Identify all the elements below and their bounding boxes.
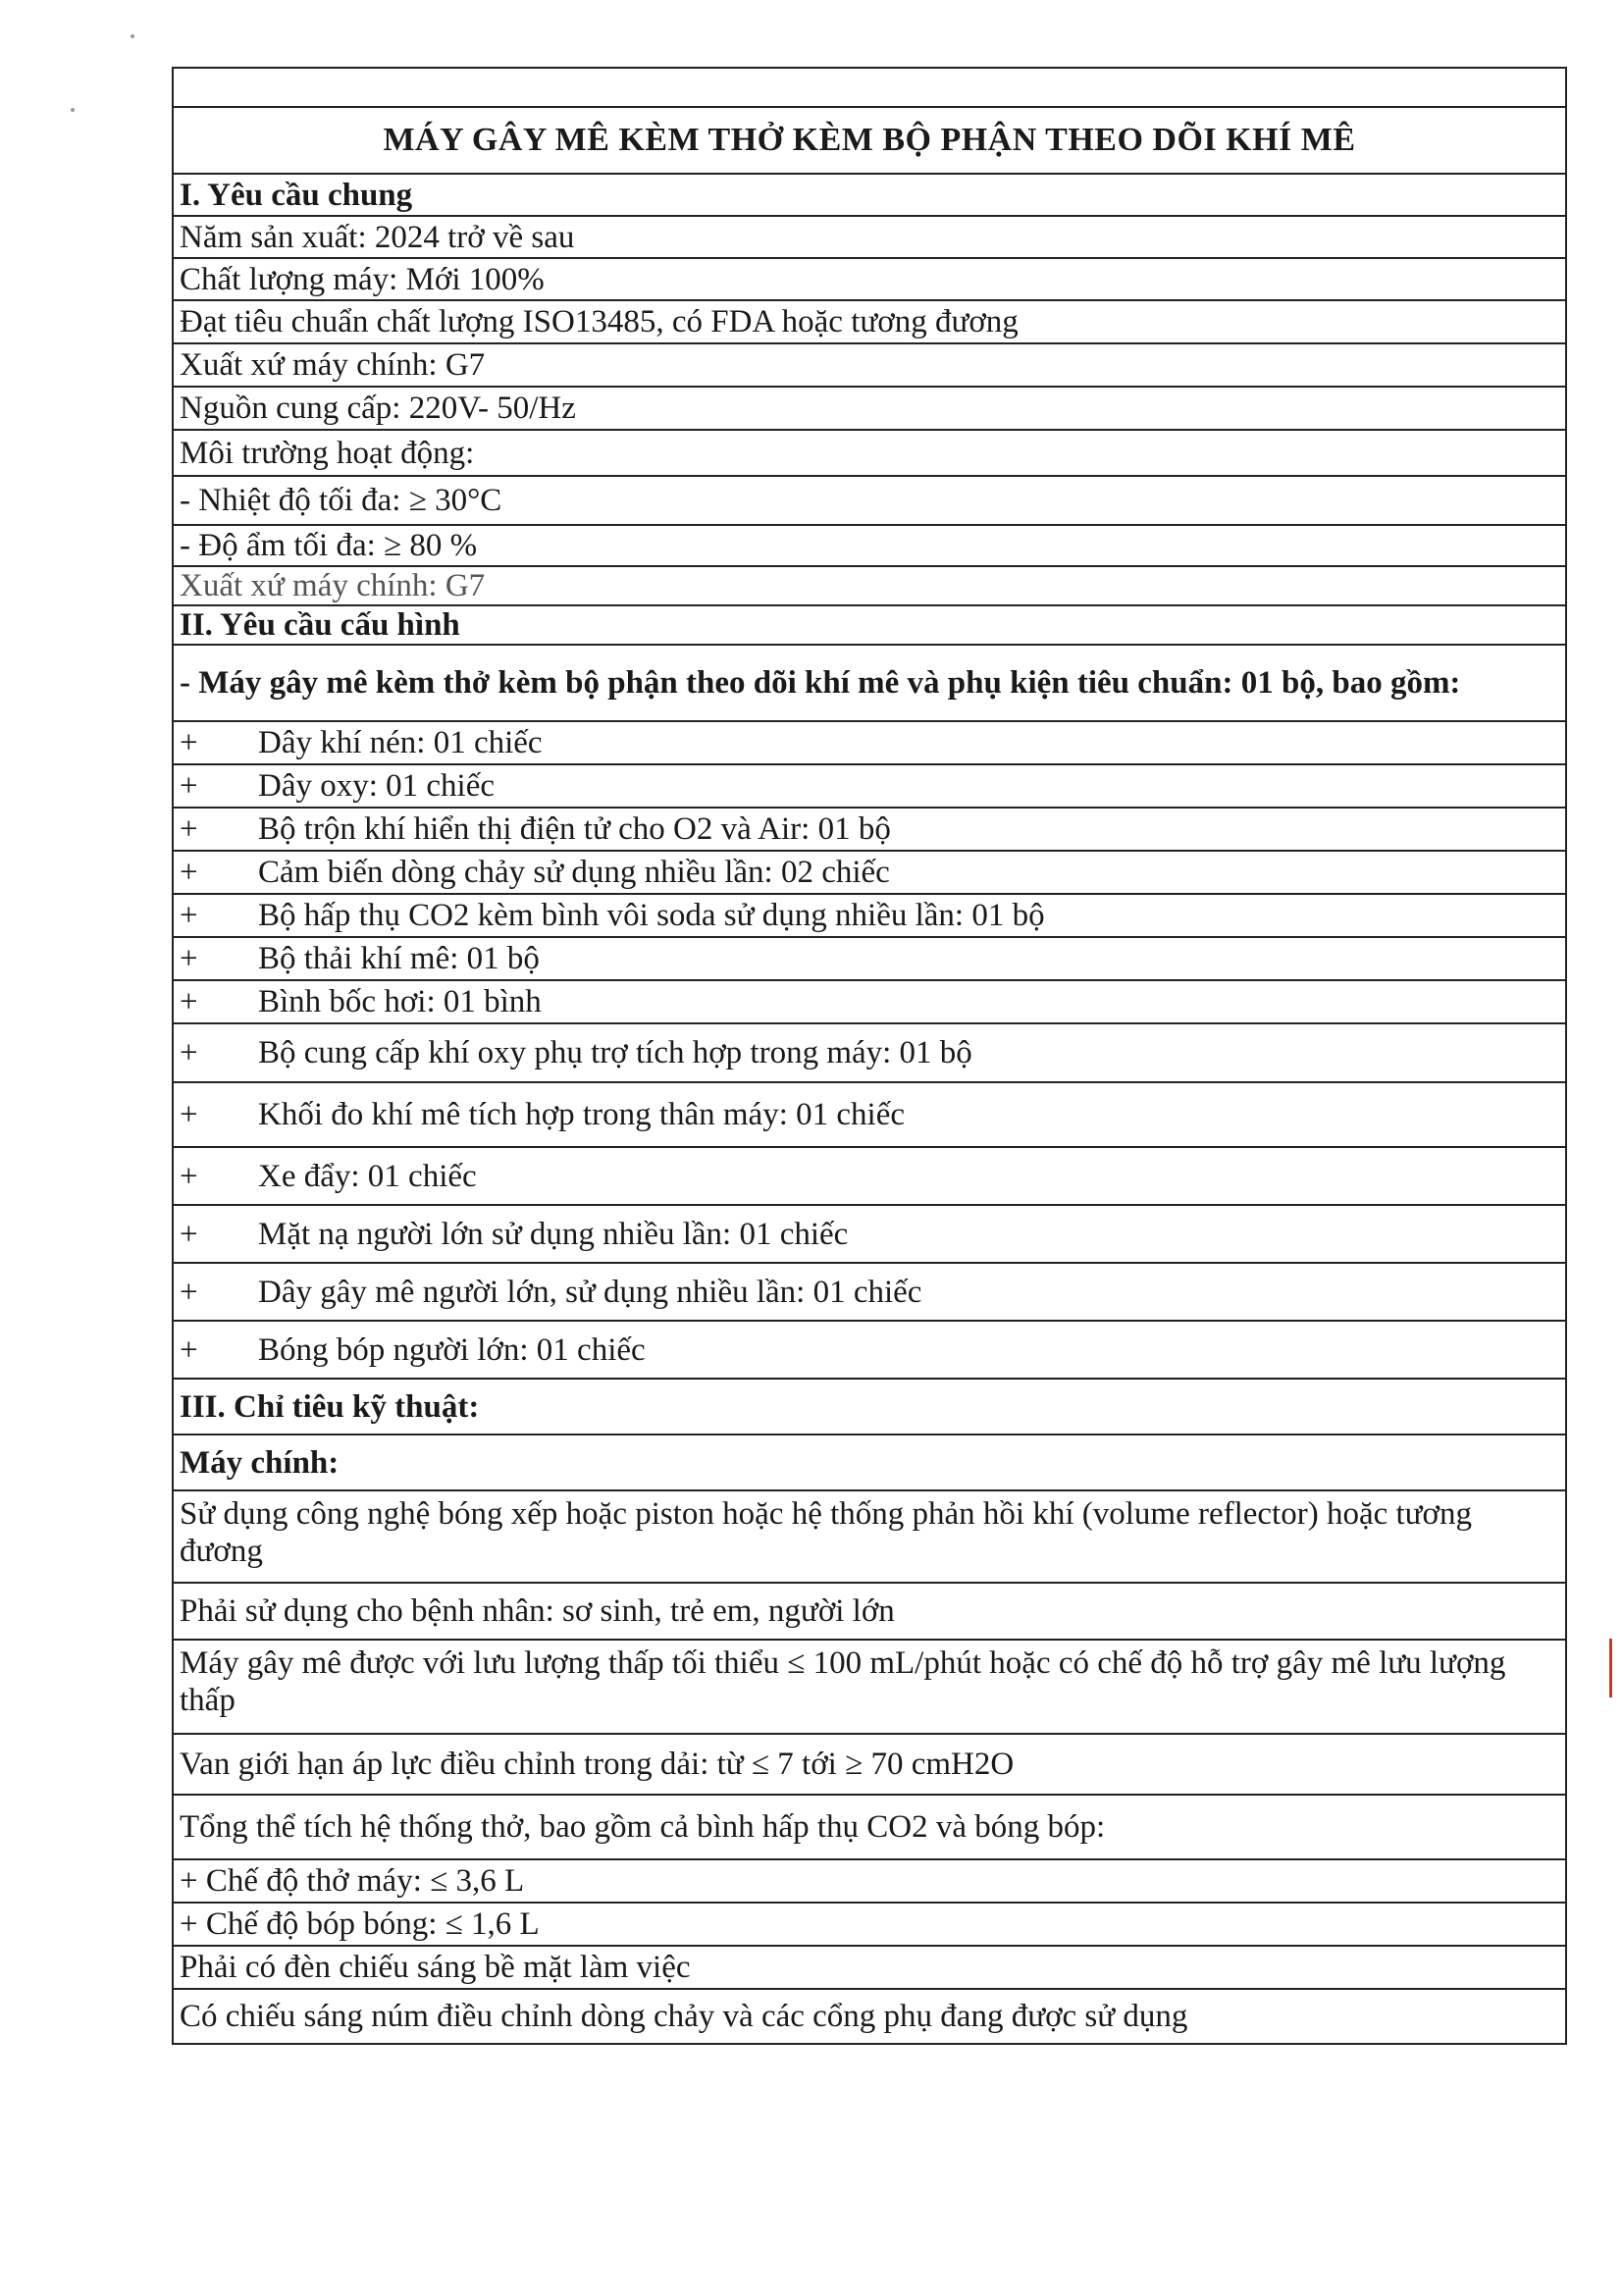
accessory-row (173, 721, 1566, 764)
blank-top-row (173, 68, 1566, 107)
requirement-row (173, 566, 1566, 605)
max-humidity: - Độ ẩm tối đa: ≥ 80 % (173, 525, 1566, 566)
plus-bullet: + (180, 1035, 198, 1070)
accessory-item: Khối đo khí mê tích hợp trong thân máy: 01 chiếc (258, 1097, 905, 1132)
section-heading-row (173, 174, 1566, 216)
plus-bullet: + (180, 1274, 198, 1310)
spec-document (172, 67, 1567, 2045)
power-supply: Nguồn cung cấp: 220V- 50/Hz (173, 387, 1566, 430)
section-1-heading: I. Yêu cầu chung (173, 174, 1566, 216)
operating-environment: Môi trường hoạt động: (173, 430, 1566, 476)
accessory-item: Bóng bóp người lớn: 01 chiếc (258, 1331, 646, 1368)
document-title-row (173, 107, 1566, 174)
scan-speck (131, 34, 134, 38)
accessory-row (173, 851, 1566, 894)
spec-row (173, 1490, 1566, 1583)
requirement-row (173, 476, 1566, 525)
plus-bullet: + (180, 984, 198, 1019)
accessory-row (173, 808, 1566, 851)
technology-spec: Sử dụng công nghệ bóng xếp hoặc piston hoặc hệ thống phản hồi khí (volume reflector) hoặc tương đương (173, 1490, 1566, 1583)
requirement-row (173, 343, 1566, 387)
accessory-row (173, 1147, 1566, 1205)
section-heading-row (173, 605, 1566, 645)
requirement-row (173, 300, 1566, 343)
requirement-row (173, 258, 1566, 300)
accessory-item: Cảm biến dòng chảy sử dụng nhiều lần: 02 chiếc (258, 855, 890, 890)
accessory-row (173, 1205, 1566, 1263)
accessory-item: Dây gây mê người lớn, sử dụng nhiều lần: 01 chiếc (258, 1274, 922, 1310)
section-3-heading: III. Chỉ tiêu kỹ thuật: (173, 1379, 1566, 1435)
accessory-row (173, 1263, 1566, 1321)
plus-bullet: + (180, 1216, 198, 1252)
accessory-row (173, 1082, 1566, 1147)
accessory-row (173, 1321, 1566, 1379)
section-2-heading: II. Yêu cầu cấu hình (173, 605, 1566, 645)
plus-bullet: + (180, 941, 198, 976)
manual-bag-volume: + Chế độ bóp bóng: ≤ 1,6 L (173, 1903, 1566, 1946)
accessory-row (173, 894, 1566, 937)
spec-row (173, 1795, 1566, 1859)
accessory-item: Dây oxy: 01 chiếc (258, 768, 496, 804)
production-year: Năm sản xuất: 2024 trở về sau (173, 216, 1566, 258)
plus-bullet: + (180, 898, 198, 933)
max-temperature: - Nhiệt độ tối đa: ≥ 30°C (173, 476, 1566, 525)
spec-table (172, 67, 1567, 2045)
accessory-item: Mặt nạ người lớn sử dụng nhiều lần: 01 chiếc (258, 1216, 849, 1252)
plus-bullet: + (180, 1331, 198, 1368)
plus-bullet: + (180, 1097, 198, 1132)
accessory-item: Bộ trộn khí hiển thị điện tử cho O2 và Air: 01 bộ (258, 811, 891, 847)
plus-bullet: + (180, 725, 198, 760)
spec-row (173, 1734, 1566, 1795)
configuration-intro: - Máy gây mê kèm thở kèm bộ phận theo dõi khí mê và phụ kiện tiêu chuẩn: 01 bộ, bao gồm: (173, 645, 1566, 721)
quality-standard: Đạt tiêu chuẩn chất lượng ISO13485, có FDA hoặc tương đương (173, 300, 1566, 343)
pressure-limit-valve: Van giới hạn áp lực điều chỉnh trong dải: từ ≤ 7 tới ≥ 70 cmH2O (173, 1734, 1566, 1795)
accessory-item: Xe đẩy: 01 chiếc (258, 1158, 477, 1194)
spec-row (173, 1640, 1566, 1734)
requirement-row (173, 525, 1566, 566)
breathing-system-volume: Tổng thể tích hệ thống thở, bao gồm cả bình hấp thụ CO2 và bóng bóp: (173, 1795, 1566, 1859)
spec-row (173, 1946, 1566, 1989)
origin: Xuất xứ máy chính: G7 (173, 343, 1566, 387)
requirement-row (173, 430, 1566, 476)
requirement-row (173, 387, 1566, 430)
mechanical-ventilation-volume: + Chế độ thở máy: ≤ 3,6 L (173, 1859, 1566, 1903)
accessory-row (173, 937, 1566, 980)
subsection-heading-row (173, 1435, 1566, 1490)
plus-bullet: + (180, 768, 198, 804)
work-surface-light: Phải có đèn chiếu sáng bề mặt làm việc (173, 1946, 1566, 1989)
section-heading-row (173, 1379, 1566, 1435)
accessory-item: Bộ hấp thụ CO2 kèm bình vôi soda sử dụng nhiều lần: 01 bộ (258, 898, 1045, 933)
configuration-intro-row (173, 645, 1566, 721)
scan-edge-mark (1609, 1639, 1612, 1697)
spec-row (173, 1583, 1566, 1640)
low-flow-spec: Máy gây mê được với lưu lượng thấp tối thiểu ≤ 100 mL/phút hoặc có chế độ hỗ trợ gây mê lưu lượng thấp (173, 1640, 1566, 1734)
accessory-item: Bộ cung cấp khí oxy phụ trợ tích hợp trong máy: 01 bộ (258, 1035, 972, 1070)
accessory-item: Bộ thải khí mê: 01 bộ (258, 941, 540, 976)
patient-types: Phải sử dụng cho bệnh nhân: sơ sinh, trẻ em, người lớn (173, 1583, 1566, 1640)
accessory-row (173, 1023, 1566, 1082)
plus-bullet: + (180, 1158, 198, 1194)
main-unit-heading: Máy chính: (173, 1435, 1566, 1490)
spec-row (173, 1859, 1566, 1903)
spec-row (173, 1903, 1566, 1946)
plus-bullet: + (180, 811, 198, 847)
document-title: MÁY GÂY MÊ KÈM THỞ KÈM BỘ PHẬN THEO DÕI KHÍ MÊ (173, 107, 1566, 174)
accessory-row (173, 980, 1566, 1023)
accessory-row (173, 764, 1566, 808)
requirement-row (173, 216, 1566, 258)
spec-row (173, 1989, 1566, 2044)
plus-bullet: + (180, 855, 198, 890)
accessory-item: Dây khí nén: 01 chiếc (258, 725, 543, 760)
scan-speck (71, 108, 75, 112)
origin-repeat: Xuất xứ máy chính: G7 (173, 566, 1566, 605)
accessory-item: Bình bốc hơi: 01 bình (258, 984, 542, 1019)
flow-knob-light: Có chiếu sáng núm điều chỉnh dòng chảy và các cổng phụ đang được sử dụng (173, 1989, 1566, 2044)
machine-quality: Chất lượng máy: Mới 100% (173, 258, 1566, 300)
